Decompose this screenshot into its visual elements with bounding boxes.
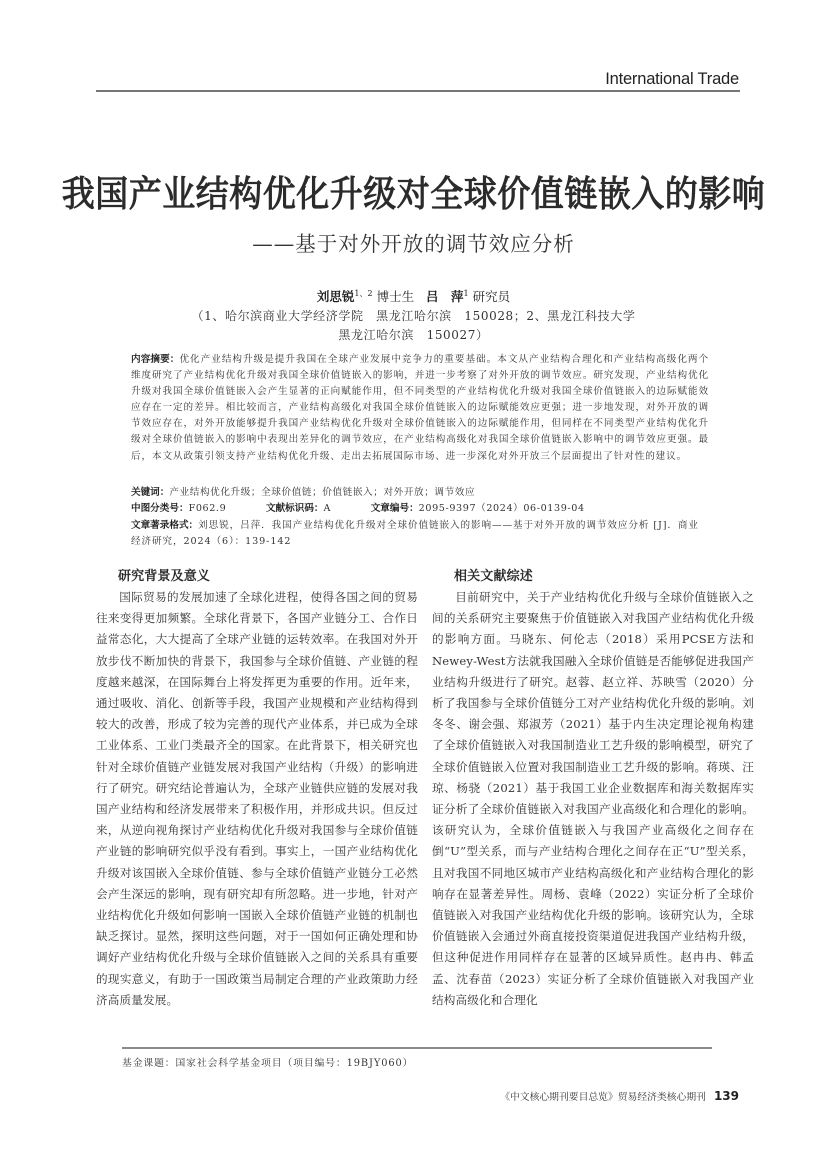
- page-number: 139: [713, 1089, 739, 1103]
- footnote-divider: [122, 1047, 712, 1049]
- section-heading: 研究背景及意义: [118, 569, 211, 584]
- clc-label: 中图分类号：: [131, 503, 189, 514]
- author-line: [0, 287, 827, 305]
- funding-footnote: 基金课题：国家社会科学基金项目（项目编号：19BJY060）: [122, 1058, 414, 1069]
- section-background: [96, 567, 418, 1011]
- body-paragraph: 目前研究中，关于产业结构优化升级与全球价值链嵌入之间的关系研究主要聚焦于价值链嵌入对我国产业结构优化升级的影响方面。马晓东、何伦志（2018）采用PCSE方法和Newey-West方法就我国融入全球价值链是否能够促进我国产业结构升级进行了研究。赵蓉、赵立祥、苏映雪（2020）分析了我国参与全球价值链分工对产业结构优化升级的影响。刘冬冬、谢会强、郑淑芳（2021）基于内生决定理论视角构建了全球价值链嵌入对我国制造业工艺升级的影响模型，研究了全球价值链嵌入位置对我国制造业工艺升级的影响。蒋瑛、汪琼、杨骁（2021）基于我国工业企业数据库和海关数据库实证分析了全球价值链嵌入对我国产业高级化和合理化的影响。该研究认为，全球价值链嵌入与我国产业高级化之间存在倒“U”型关系，而与产业结构合理化之间存在正“U”型关系，且对我国不同地区城市产业结构高级化和产业结构合理化的影响存在显著差异性。周杨、袁峰（2022）实证分析了全球价值链嵌入对我国产业结构优化升级的影响。该研究认为，全球价值链嵌入会通过外商直接投资渠道促进我国产业结构升级，但这种促进作用同样存在显著的区域异质性。赵冉冉、韩孟孟、沈春苗（2023）实证分析了全球价值链嵌入对我国产业结构高级化和合理化: [432, 590, 754, 1007]
- header-divider: [96, 90, 740, 92]
- section-literature-review: [432, 567, 754, 1011]
- keywords-label: 关键词：: [131, 487, 170, 498]
- citation-text: 刘思锐，吕萍．我国产业结构优化升级对全球价值链嵌入的影响——基于对外开放的调节效应分析 [J]．商业经济研究，2024（6）：139-142: [131, 520, 699, 548]
- affiliation-line: （1、哈尔滨商业大学经济学院 黑龙江哈尔滨 150028；2、黑龙江科技大学: [191, 309, 636, 323]
- abstract-text: 优化产业结构升级是提升我国在全球产业发展中竞争力的重要基础。本文从产业结构合理化和产业结构高级化两个维度研究了产业结构优化升级对我国全球价值链嵌入的影响，并进一步考察了对外开放的调节效应。研究发现，产业结构优化升级对我国全球价值链嵌入会产生显著的正向赋能作用，但不同类型的产业结构优化升级对我国全球价值链嵌入的边际赋能效应存在一定的差异。相比较而言，产业结构高级化对我国全球价值链嵌入的边际赋能效应更强；进一步地发现，对外开放的调节效应存在，对外开放能够提升我国产业结构优化升级对全球价值链嵌入的边际赋能作用，但同样在不同类型产业结构优化升级对全球价值链嵌入的影响中表现出差异化的调节效应，在产业结构高级化对我国全球价值链嵌入影响中的调节效应更强。最后，本文从政策引领支持产业结构优化升级、走出去拓展国际市场、进一步深化对外开放三个层面提出了针对性的建议。: [131, 354, 710, 462]
- author-role: 研究员: [472, 289, 511, 304]
- author-affiliation-mark: 1: [463, 288, 469, 298]
- citation: [131, 518, 709, 550]
- journal-note: 《中文核心期刊要目总览》贸易经济类核心期刊: [500, 1092, 706, 1103]
- article-no-value: 2095-9397（2024）06-0139-04: [418, 503, 585, 514]
- running-header-section: International Trade: [605, 70, 739, 88]
- affiliation-line: 黑龙江哈尔滨 150027）: [338, 328, 489, 342]
- keywords-text: 产业结构优化升级；全球价值链；价值链嵌入；对外开放；调节效应: [169, 487, 476, 498]
- classification-line: [131, 501, 721, 517]
- page-footer: [500, 1089, 739, 1103]
- body-paragraph: 国际贸易的发展加速了全球化进程，使得各国之间的贸易往来变得更加频繁。全球化背景下，各国产业链分工、合作日益常态化，大大提高了全球产业链的运转效率。在我国对外开放步伐不断加快的背景下，我国参与全球价值链、产业链的程度越来越深，在国际舞台上将发挥更为重要的作用。近年来，通过吸收、消化、创新等手段，我国产业规模和产业结构得到较大的改善，形成了较为完善的现代产业体系，并已成为全球工业体系、工业门类最齐全的国家。在此背景下，相关研究也针对全球价值链产业链发展对我国产业结构（升级）的影响进行了研究。研究结论普遍认为，全球产业链供应链的发展对我国产业结构和经济发展带来了积极作用，并形成共识。但反过来，从逆向视角探讨产业结构优化升级对我国参与全球价值链产业链的影响研究似乎没有看到。事实上，一国产业结构优化升级对该国嵌入全球价值链、参与全球价值链产业链分工必然会产生深远的影响，现有研究却有所忽略。进一步地，针对产业结构优化升级如何影响一国嵌入全球价值链产业链的机制也缺乏探讨。显然，探明这些问题，对于一国如何正确处理和协调好产业结构优化升级与全球价值链嵌入之间的关系具有重要的现实意义，有助于一国政策当局制定合理的产业政策助力经济高质量发展。: [96, 590, 418, 1007]
- author-name: 刘思锐: [316, 289, 355, 304]
- article-title: 我国产业结构优化升级对全球价值链嵌入的影响: [61, 172, 766, 215]
- author-name: 吕 萍: [426, 289, 464, 304]
- section-heading: 相关文献综述: [454, 569, 533, 584]
- abstract: [131, 352, 709, 465]
- article-no-label: 文章编号：: [370, 503, 419, 514]
- article-subtitle: ——基于对外开放的调节效应分析: [252, 232, 575, 256]
- citation-label: 文章著录格式：: [131, 520, 199, 531]
- abstract-label: 内容摘要：: [131, 354, 180, 365]
- doc-code-label: 文献标识码：: [265, 503, 324, 514]
- author-role: 博士生: [376, 289, 415, 304]
- author-affiliation-mark: 1、2: [354, 288, 373, 298]
- doc-code-value: A: [323, 503, 332, 514]
- keywords: [131, 485, 721, 501]
- clc-value: F062.9: [188, 503, 227, 514]
